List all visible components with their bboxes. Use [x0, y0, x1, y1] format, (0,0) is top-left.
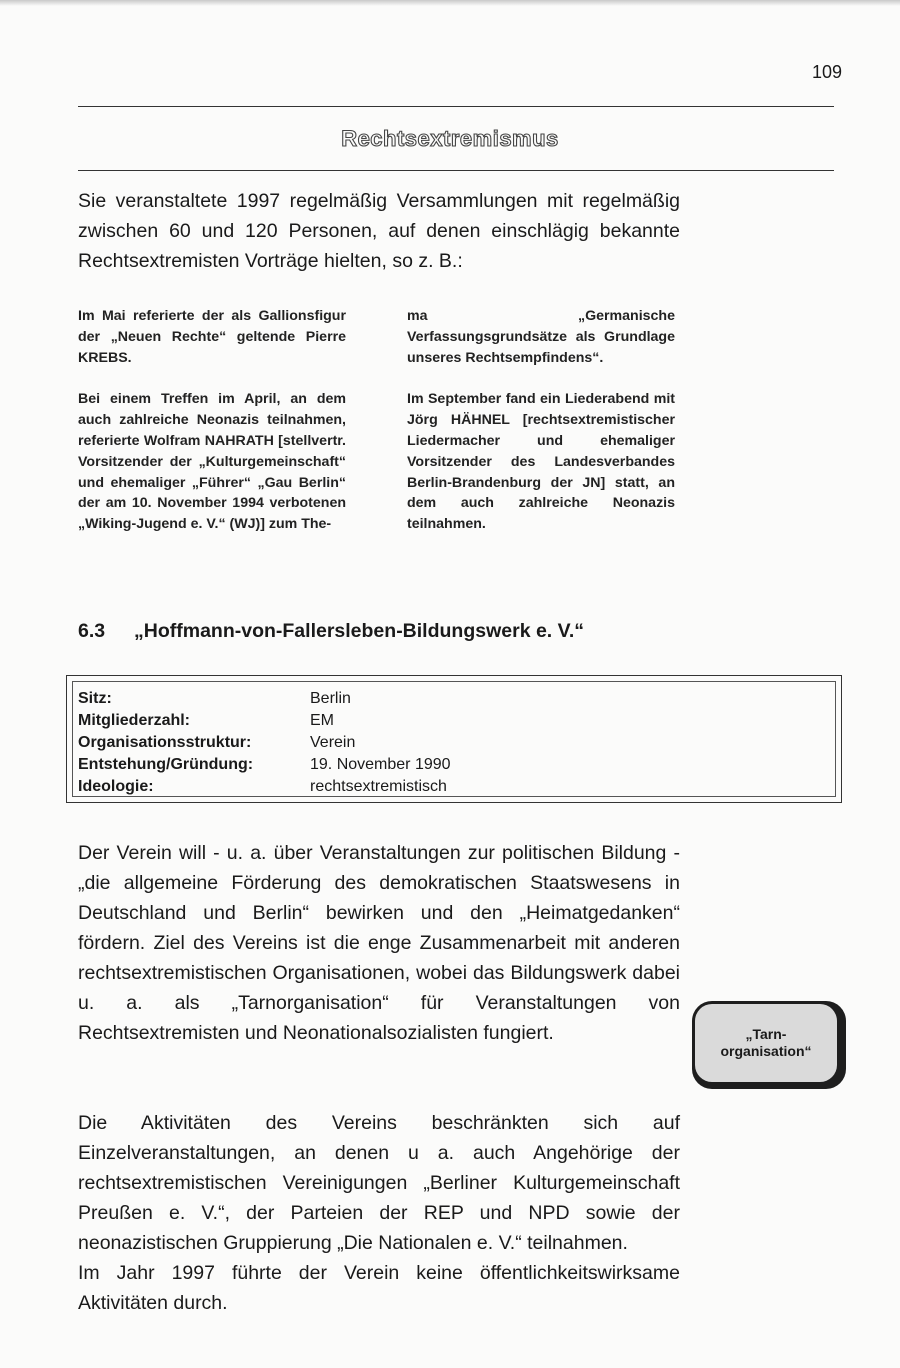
section-number: 6.3 — [78, 620, 106, 642]
intro-paragraph: Sie veranstaltete 1997 regelmäßig Versammlungen mit regelmäßig zwischen 60 und 120 Personen, auf denen einschlägig bekannte Rechtsextremisten Vorträge hielten, so z. B.: — [78, 190, 680, 272]
section-title: „Hoffmann-von-Fallersleben-Bildungswerk e. V.“ — [134, 620, 585, 642]
info-value: Berlin — [310, 690, 351, 707]
info-row-mitgliederzahl — [78, 710, 451, 732]
body-paragraph-2: Die Aktivitäten des Vereins beschränkten sich auf Einzelveranstaltungen, an denen u a. auch Angehörige der rechtsextremistischen Vereinigungen „Berliner Kulturgemeinschaft Preußen e. V.“, der Parteien der REP und NPD sowie der neonazistischen Gruppierung „Die Nationalen e. V.“ teilnahmen. — [78, 1112, 680, 1254]
info-value: rechtsextremistisch — [310, 778, 447, 795]
info-row-entstehung — [78, 754, 451, 776]
left-column-paragraph-1: Im Mai referierte der als Gallionsfigur der „Neuen Rechte“ geltende Pierre KREBS. — [78, 308, 346, 366]
left-column-paragraph-2: Bei einem Treffen im April, an dem auch zahlreiche Neonazis teilnahmen, referierte Wolfram NAHRATH [stellvertr. Vorsitzender der „Kulturgemeinschaft“ und ehemaliger „Führer“ „Gau Berlin“ der am 10. November 1994 verbotenen „Wiking-Jugend e. V.“ (WJ)] zum The- — [78, 391, 346, 533]
info-label: Mitgliederzahl: — [78, 712, 191, 729]
info-value: Verein — [310, 734, 356, 751]
running-header-title: Rechtsextremismus — [341, 126, 559, 151]
page-number: 109 — [811, 62, 842, 82]
header-rule-top — [78, 106, 834, 107]
info-box-inner-frame — [72, 681, 836, 797]
margin-note-inner — [695, 1004, 837, 1082]
info-value: 19. November 1990 — [310, 756, 451, 773]
info-value: EM — [310, 712, 334, 729]
header-rule-bottom — [78, 170, 834, 171]
margin-note-line-1: „Tarn- — [745, 1026, 787, 1042]
info-table — [78, 688, 451, 798]
info-row-sitz — [78, 688, 451, 710]
body-paragraph-3: Im Jahr 1997 führte der Verein keine öffentlichkeitswirksame Aktivitäten durch. — [78, 1262, 680, 1314]
margin-note-text — [720, 1026, 811, 1060]
page-edge-shadow — [0, 0, 900, 6]
info-label: Organisationsstruktur: — [78, 734, 252, 751]
margin-note-line-2: organisation“ — [720, 1043, 812, 1059]
info-row-ideologie — [78, 776, 451, 798]
margin-note-badge — [692, 1001, 846, 1089]
info-label: Entstehung/Gründung: — [78, 756, 254, 773]
right-column — [407, 306, 675, 556]
section-heading — [78, 620, 584, 643]
info-label: Ideologie: — [78, 778, 154, 795]
info-label: Sitz: — [78, 690, 112, 707]
right-column-paragraph-1: ma „Germanische Verfassungsgrundsätze als Grundlage unseres Rechtsempfindens“. — [407, 308, 675, 366]
body-paragraph-1: Der Verein will - u. a. über Veranstaltungen zur politischen Bildung - „die allgemeine Förderung des demokratischen Staatswesens in Deutschland und Berlin“ bewirken und den „Heimatgedanken“ fördern. Ziel des Vereins ist die enge Zusammenarbeit mit anderen rechtsextremistischen Organisationen, wobei das Bildungswerk dabei u. a. als „Tarnorganisation“ für Veranstaltungen von Rechtsextremisten und Neonationalsozialisten fungiert. — [78, 842, 680, 1044]
right-column-paragraph-2: Im September fand ein Liederabend mit Jörg HÄHNEL [rechtsextremistischer Liedermacher und ehemaliger Vorsitzender des Landesverbandes Berlin-Brandenburg der JN] statt, an dem auch zahlreiche Neonazis teilnahmen. — [407, 391, 675, 533]
info-row-organisationsstruktur — [78, 732, 451, 754]
organisation-info-box — [66, 675, 842, 803]
left-column — [78, 306, 346, 556]
